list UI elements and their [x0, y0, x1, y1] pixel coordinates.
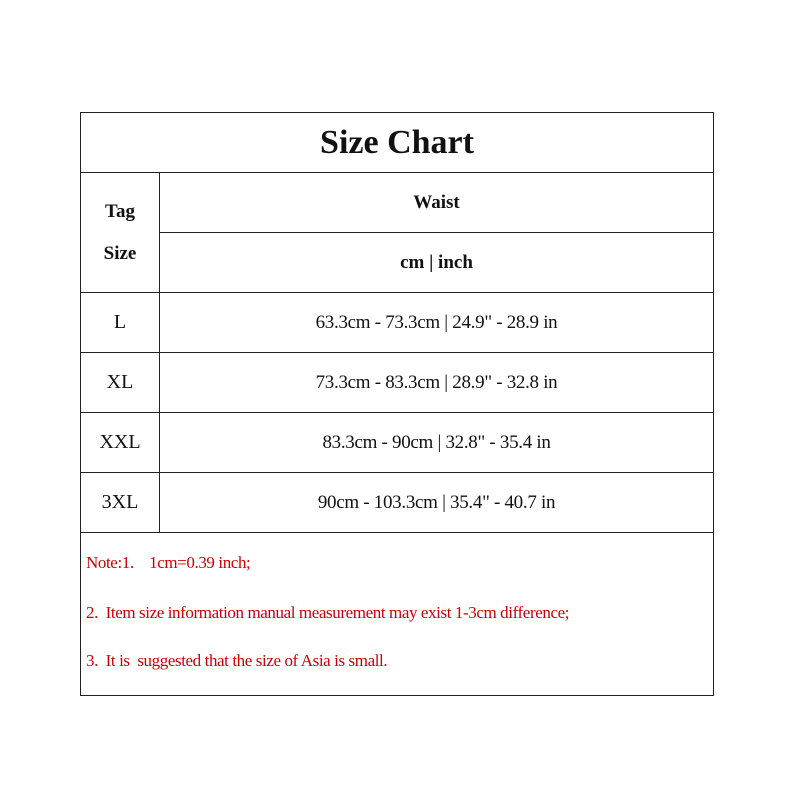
note-1: Note:1. 1cm=0.39 inch; — [86, 553, 251, 572]
tag-size-header-line1: Tag — [105, 200, 135, 222]
waist-header: Waist — [160, 173, 713, 233]
notes-section — [81, 533, 713, 695]
size-cell-xxl: XXL — [81, 413, 160, 473]
size-cell-xl: XL — [81, 353, 160, 413]
tag-size-header — [81, 173, 160, 293]
waist-cell-3xl: 90cm - 103.3cm | 35.4" - 40.7 in — [160, 473, 713, 533]
size-chart-table — [80, 112, 714, 696]
note-2: 2. Item size information manual measurement may exist 1-3cm difference; — [86, 603, 570, 622]
chart-title: Size Chart — [81, 113, 713, 173]
note-3: 3. It is suggested that the size of Asia is small. — [86, 651, 388, 670]
size-cell-3xl: 3XL — [81, 473, 160, 533]
size-cell-l: L — [81, 293, 160, 353]
units-header: cm | inch — [160, 233, 713, 293]
tag-size-header-line2: Size — [103, 242, 137, 264]
waist-cell-xl: 73.3cm - 83.3cm | 28.9" - 32.8 in — [160, 353, 713, 413]
waist-cell-xxl: 83.3cm - 90cm | 32.8" - 35.4 in — [160, 413, 713, 473]
waist-cell-l: 63.3cm - 73.3cm | 24.9" - 28.9 in — [160, 293, 713, 353]
